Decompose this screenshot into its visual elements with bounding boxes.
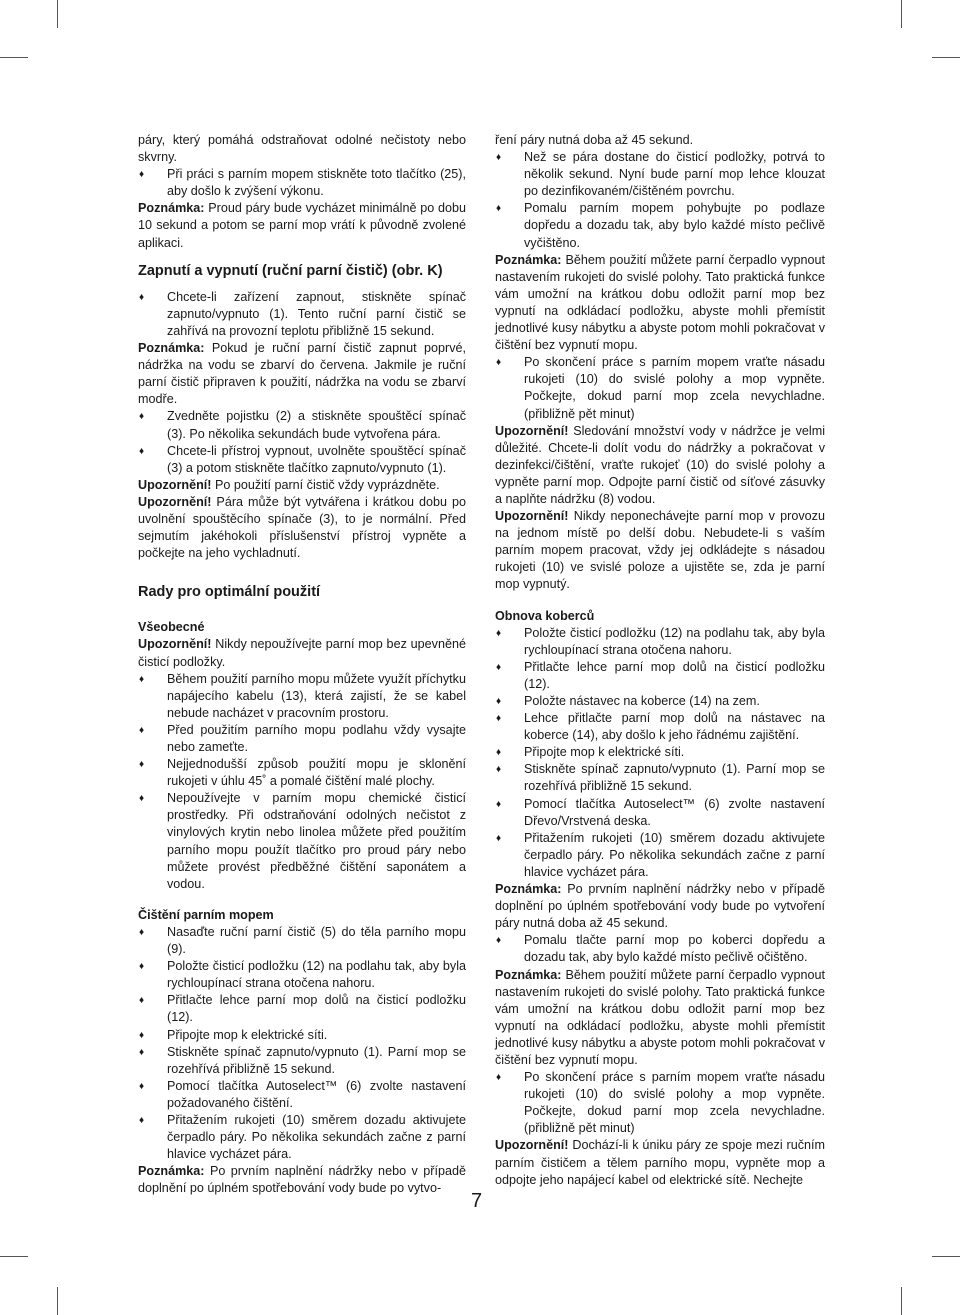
diamond-bullet-icon: ♦ [496,798,502,810]
left-column [138,132,466,1197]
paragraph: páry, který pomáhá odstraňovat odolné nečistoty nebo skvrny. [138,133,466,165]
diamond-bullet-icon: ♦ [496,152,502,164]
section-heading: Zapnutí a vypnutí (ruční parní čistič) (obr. K) [138,262,443,279]
crop-mark [57,1287,58,1315]
bullet-item: ♦ Pomalu tlačte parní mop po koberci dopředu a dozadu tak, aby bylo každé místo pečlivě očištěno. [495,932,825,966]
diamond-bullet-icon: ♦ [496,713,502,725]
spacer [495,594,825,608]
diamond-bullet-icon: ♦ [496,747,502,759]
crop-mark [932,57,960,58]
diamond-bullet-icon: ♦ [139,793,145,805]
bullet-item: ♦ Připojte mop k elektrické síti. [138,1027,466,1044]
bullet-item: ♦ Nepoužívejte v parním mopu chemické čisticí prostředky. Při odstraňování odolných nečistot z vinylových krytin nebo linolea můžete před použitím parního mopu použít tlačítko pro proud páry nebo můžete provést předběžné čištění saponátem a vodou. [138,790,466,893]
paragraph: ření páry nutná doba až 45 sekund. [495,133,694,147]
crop-mark [932,1256,960,1257]
diamond-bullet-icon: ♦ [496,357,502,369]
spacer [138,893,466,907]
diamond-bullet-icon: ♦ [496,764,502,776]
note: Poznámka: Po prvním naplnění nádržky nebo v případě doplnění po úplném spotřebování vody bude po vytvo- [138,1164,466,1196]
bullet-item: ♦ Lehce přitlačte parní mop dolů na nástavec na koberce (14), aby došlo k jeho řádnému zajištění. [495,710,825,744]
warning: Upozornění! Dochází-li k úniku páry ze spoje mezi ručním parním čističem a tělem parního mopu, vypněte mop a odpojte jeho napájecí kabel od elektrické sítě. Nechejte [495,1138,825,1187]
diamond-bullet-icon: ♦ [496,661,502,673]
note: Poznámka: Pokud je ruční parní čistič zapnut poprvé, nádržka na vodu se zbarví do červena. Jakmile je ruční parní čistič připraven k použití, nádržka na vodu se zbarví modře. [138,341,466,407]
bullet-item: ♦ Před použitím parního mopu podlahu vždy vysajte nebo zameťte. [138,722,466,756]
bullet-item: ♦ Přitlačte lehce parní mop dolů na čisticí podložku (12). [495,659,825,693]
crop-mark [57,0,58,28]
bullet-item: ♦ Než se pára dostane do čisticí podložky, potrvá to několik sekund. Nyní bude parní mop lehce klouzat po dezinfikovaném/čištěném povrchu. [495,149,825,200]
bullet-item: ♦ Stiskněte spínač zapnuto/vypnuto (1). Parní mop se rozehřívá přibližně 15 sekund. [495,761,825,795]
diamond-bullet-icon: ♦ [139,995,145,1007]
note: Poznámka: Po prvním naplnění nádržky nebo v případě doplnění po úplném spotřebování vody bude po vytvoření páry nutná doba až 45 sekund. [495,882,825,931]
diamond-bullet-icon: ♦ [139,724,145,736]
bullet-item: ♦ Nejjednodušší způsob použití mopu je sklonění rukojeti v úhlu 45˚ a pomalé čištění malé plochy. [138,756,466,790]
warning: Upozornění! Po použití parní čistič vždy vyprázdněte. [138,477,440,492]
crop-mark [901,0,902,28]
bullet-item: ♦ Připojte mop k elektrické síti. [495,744,825,761]
bullet-item: ♦ Pomalu parním mopem pohybujte po podlaze dopředu a dozadu tak, aby bylo každé místo pečlivě vyčištěno. [495,200,825,251]
diamond-bullet-icon: ♦ [496,935,502,947]
crop-mark [901,1287,902,1315]
bullet-item: ♦ Položte nástavec na koberce (14) na zem. [495,693,825,710]
bullet-item: ♦ Pomocí tlačítka Autoselect™ (6) zvolte nastavení Dřevo/Vrstvená deska. [495,796,825,830]
diamond-bullet-icon: ♦ [496,203,502,215]
bullet-item: ♦ Přitažením rukojeti (10) směrem dozadu aktivujete čerpadlo páry. Po několika sekundách začne z parní hlavice vycházet pára. [495,830,825,881]
diamond-bullet-icon: ♦ [496,696,502,707]
subsection-heading: Čištění parním mopem [138,907,274,922]
diamond-bullet-icon: ♦ [139,1029,145,1041]
diamond-bullet-icon: ♦ [139,1046,145,1058]
bullet-item: ♦ Přitlačte lehce parní mop dolů na čisticí podložku (12). [138,992,466,1026]
note: Poznámka: Během použití můžete parní čerpadlo vypnout nastavením rukojeti do svislé polohy. Tato praktická funkce vám umožní na krátkou dobu odložit parní mop bez vypnutí na odkládací podložku, abyste mohli přemístit jednotlivé kusy nábytku a abyste potom mohli pokračovat v čištění bez vypnutí mopu. [495,252,825,353]
bullet-item: ♦ Při práci s parním mopem stiskněte toto tlačítko (25), aby došlo k zvýšení výkonu. [138,166,466,200]
diamond-bullet-icon: ♦ [496,832,502,844]
note: Poznámka: Během použití můžete parní čerpadlo vypnout nastavením rukojeti do svislé polohy. Tato praktická funkce vám umožní na krátkou dobu odložit parní mop bez vypnutí na odkládací podložku, abyste mohli přemístit jednotlivé kusy nábytku a abyste potom mohli pokračovat v čištění bez vypnutí mopu. [495,967,825,1067]
diamond-bullet-icon: ♦ [496,1072,502,1084]
crop-mark [0,57,28,58]
diamond-bullet-icon: ♦ [139,411,145,423]
bullet-item: ♦ Nasaďte ruční parní čistič (5) do těla parního mopu (9). [138,924,466,958]
bullet-item: ♦ Stiskněte spínač zapnuto/vypnuto (1). Parní mop se rozehřívá přibližně 15 sekund. [138,1044,466,1078]
subsection-heading: Obnova koberců [495,608,595,623]
page-number: 7 [471,1190,483,1212]
bullet-item: ♦ Po skončení práce s parním mopem vraťte násadu rukojeti (10) do svislé polohy a mop vypněte. Počkejte, dokud parní mop zcela nevychladne. (přibližně pět minut) [495,1069,825,1137]
bullet-item: ♦ Zvedněte pojistku (2) a stiskněte spouštěcí spínač (3). Po několika sekundách bude vytvořena pára. [138,408,466,442]
bullet-item: ♦ Položte čisticí podložku (12) na podlahu tak, aby byla rychloupínací strana otočena nahoru. [138,958,466,992]
diamond-bullet-icon: ♦ [139,1114,145,1126]
bullet-item: ♦ Po skončení práce s parním mopem vraťte násadu rukojeti (10) do svislé polohy a mop vypněte. Počkejte, dokud parní mop zcela nevychladne. (přibližně pět minut) [495,354,825,422]
diamond-bullet-icon: ♦ [139,291,145,303]
diamond-bullet-icon: ♦ [139,759,145,771]
diamond-bullet-icon: ♦ [139,961,145,973]
bullet-item: ♦ Položte čisticí podložku (12) na podlahu tak, aby byla rychloupínací strana otočena nahoru. [495,625,825,659]
section-heading: Rady pro optimální použití [138,584,321,601]
diamond-bullet-icon: ♦ [496,627,502,639]
diamond-bullet-icon: ♦ [139,1080,145,1092]
bullet-item: ♦ Chcete-li přístroj vypnout, uvolněte spouštěcí spínač (3) a potom stiskněte tlačítko zapnuto/vypnuto (1). [138,443,466,477]
diamond-bullet-icon: ♦ [139,445,145,457]
diamond-bullet-icon: ♦ [139,169,145,181]
note: Poznámka: Proud páry bude vycházet minimálně po dobu 10 sekund a potom se parní mop vrátí k původně zvolené aplikaci. [138,201,466,250]
bullet-item: ♦ Přitažením rukojeti (10) směrem dozadu aktivujete čerpadlo páry. Po několika sekundách začne z parní hlavice vycházet pára. [138,1112,466,1163]
diamond-bullet-icon: ♦ [139,926,145,938]
bullet-item: ♦ Během použití parního mopu můžete využít příchytku napájecího kabelu (13), která zajistí, že se kabel nebude nacházet v pracovním prostoru. [138,671,466,722]
warning: Upozornění! Sledování množství vody v nádržce je velmi důležité. Chcete-li dolít vodu do nádržky a pokračovat v dezinfekci/čištění, vraťte rukojeť (10) do svislé polohy a vypněte parní mop. Odpojte parní čistič od síťové zásuvky a naplňte nádržku (8) vodou. [495,423,825,506]
bullet-item: ♦ Pomocí tlačítka Autoselect™ (6) zvolte nastavení požadovaného čištění. [138,1078,466,1112]
warning: Upozornění! Pára může být vytvářena i krátkou dobu po uvolnění spouštěcího spínače (3), to je normální. Před sejmutím jakéhokoli příslušenství přístroj vypněte a počkejte na jeho vychladnutí. [138,494,466,561]
bullet-item: ♦ Chcete-li zařízení zapnout, stiskněte spínač zapnuto/vypnuto (1). Tento ruční parní čistič se zahřívá na provozní teplotu přibližně 15 sekund. [138,289,466,340]
diamond-bullet-icon: ♦ [139,673,145,685]
warning: Upozornění! Nikdy neponechávejte parní mop v provozu na jednom místě po delší dobu. Nebudete-li s vaším parním mopem pracovat, vždy jej odkládejte s násadou rukojeti (10) ve svislé poloze a ujistěte se, zda je parní mop vypnutý. [495,509,825,592]
crop-mark [0,1256,28,1257]
right-column [495,132,825,1189]
warning: Upozornění! Nikdy nepoužívejte parní mop bez upevněné čisticí podložky. [138,637,466,669]
subsection-heading: Všeobecné [138,620,205,635]
